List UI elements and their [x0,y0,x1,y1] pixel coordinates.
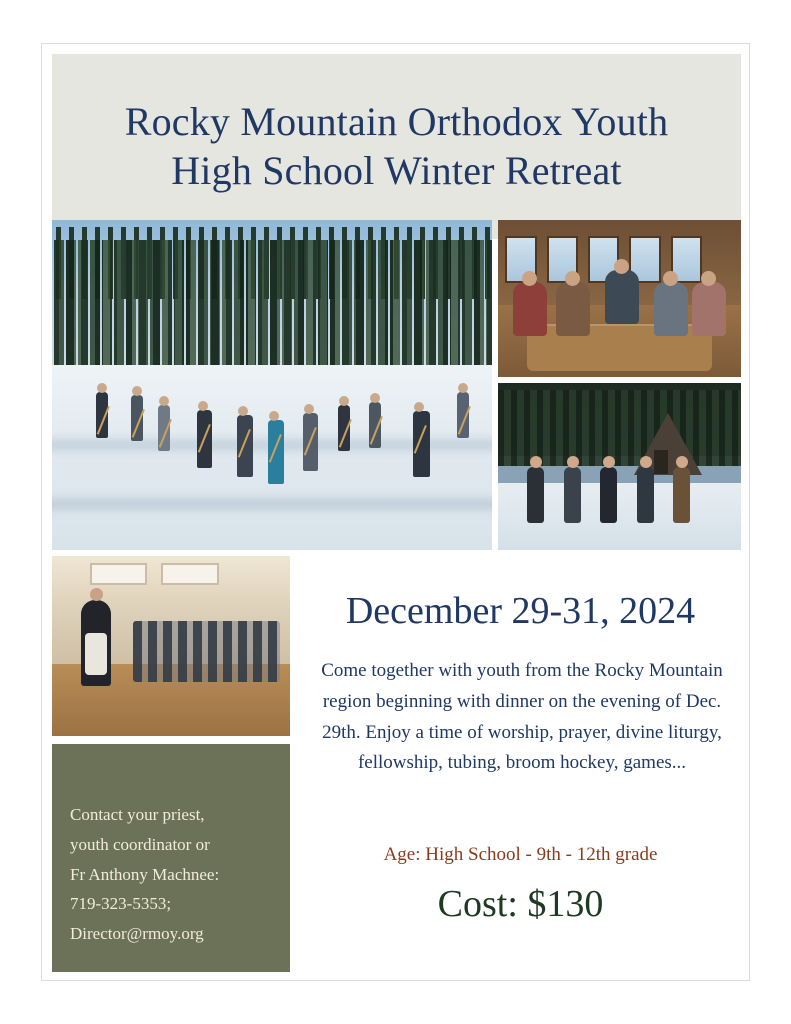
youth-figure [673,467,690,523]
player-figure [338,405,350,451]
player-figure [457,392,469,438]
contact-email[interactable]: Director@rmoy.org [70,924,204,943]
seated-youth [605,270,639,324]
event-description: Come together with youth from the Rocky Mountain region beginning with dinner on the evening of Dec. 29th. Enjoy a time of worship, prayer, divine liturgy, fellowship, tubing, broom hockey, games... [321,660,723,774]
cost-amount: Cost: $130 [437,883,604,925]
contact-block [52,744,290,972]
youth-figure [527,467,544,523]
contact-line: Fr Anthony Machnee: [70,864,220,884]
photo-broom-hockey [52,220,492,550]
flyer-sheet [41,43,750,981]
flyer-title-line-1: Rocky Mountain Orthodox Youth [124,98,669,144]
evergreens [498,390,741,467]
seated-congregation [133,621,281,682]
skylight [161,563,218,585]
player-figure [197,410,212,468]
seated-youth [654,282,688,336]
flyer-title-line-2: High School Winter Retreat [171,147,622,193]
seated-youth [692,282,726,336]
contact-line: Contact your priest, [70,805,205,824]
event-date-heading: December 29-31, 2024 [345,590,696,632]
contact-phone[interactable]: 719-323-5353; [70,894,172,914]
youth-figure [600,467,617,523]
seated-youth [556,282,590,336]
title-band [52,54,741,239]
photo-indoor-games [498,220,741,377]
cabin-door [654,450,668,474]
skylight [90,563,147,585]
seated-youth [513,282,547,336]
youth-figure [564,467,581,523]
photo-cabin-group [498,383,741,550]
age-requirement: Age: High School - 9th - 12th grade [383,844,658,865]
player-figure [369,402,381,448]
photo-chapel-service [52,556,290,736]
priest-vestment [85,633,107,675]
player-figure [268,420,284,484]
contact-line: youth coordinator or [70,834,210,854]
treeline [52,240,492,385]
player-figure [96,392,108,438]
player-figure [131,395,143,441]
player-figure [237,415,253,477]
snow-shadow [52,498,492,510]
player-figure [413,411,430,477]
youth-figure [637,467,654,523]
player-figure [158,405,170,451]
player-figure [303,413,318,471]
